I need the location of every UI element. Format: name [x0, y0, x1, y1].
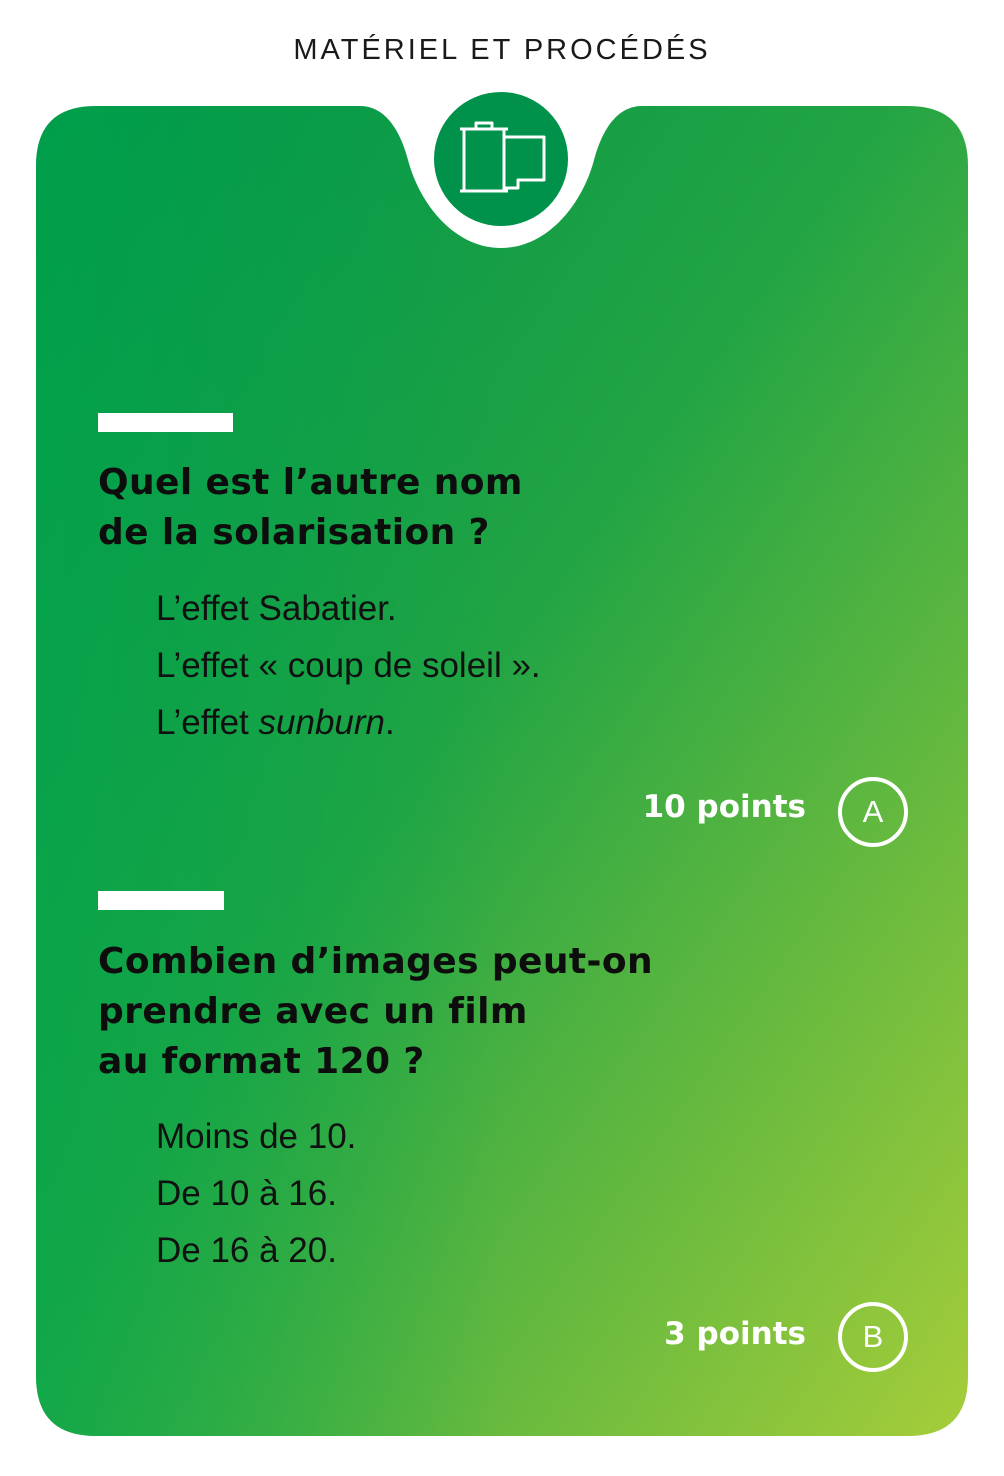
answer-letter-2: B [862, 1319, 884, 1354]
answer-1-3-suffix: . [385, 703, 395, 742]
answer-1-3 [156, 694, 541, 751]
question-2-line-2: prendre avec un film [98, 991, 528, 1032]
category-title: MATÉRIEL ET PROCÉDÉS [293, 34, 711, 66]
answer-letter-badge-1 [838, 777, 908, 847]
answer-list-1 [156, 580, 541, 751]
answer-letter-badge-2 [838, 1302, 908, 1372]
answer-2-1: Moins de 10. [156, 1117, 357, 1156]
answer-1-2: L’effet « coup de soleil ». [156, 646, 541, 685]
question-2 [98, 937, 653, 1087]
question-1-line-2: de la solarisation ? [98, 512, 490, 553]
points-2: 3 points [664, 1316, 806, 1352]
points-1: 10 points [642, 789, 806, 825]
question-1-line-1: Quel est l’autre nom [98, 462, 523, 503]
question-2-line-1: Combien d’images peut-on [98, 941, 654, 982]
film-canister-badge [434, 92, 568, 226]
answer-1-1: L’effet Sabatier. [156, 589, 397, 628]
question-1 [98, 458, 523, 558]
answer-2-3: De 16 à 20. [156, 1231, 337, 1270]
answer-2-2: De 10 à 16. [156, 1174, 337, 1213]
section-divider-1 [98, 413, 233, 432]
answer-list-2 [156, 1108, 356, 1279]
section-divider-2 [98, 891, 224, 910]
question-2-line-3: au format 120 ? [98, 1041, 425, 1082]
film-canister-icon [434, 92, 568, 226]
answer-1-3-italic: sunburn [258, 703, 385, 742]
answer-letter-1: A [862, 794, 884, 829]
answer-1-3-prefix: L’effet [156, 703, 259, 742]
